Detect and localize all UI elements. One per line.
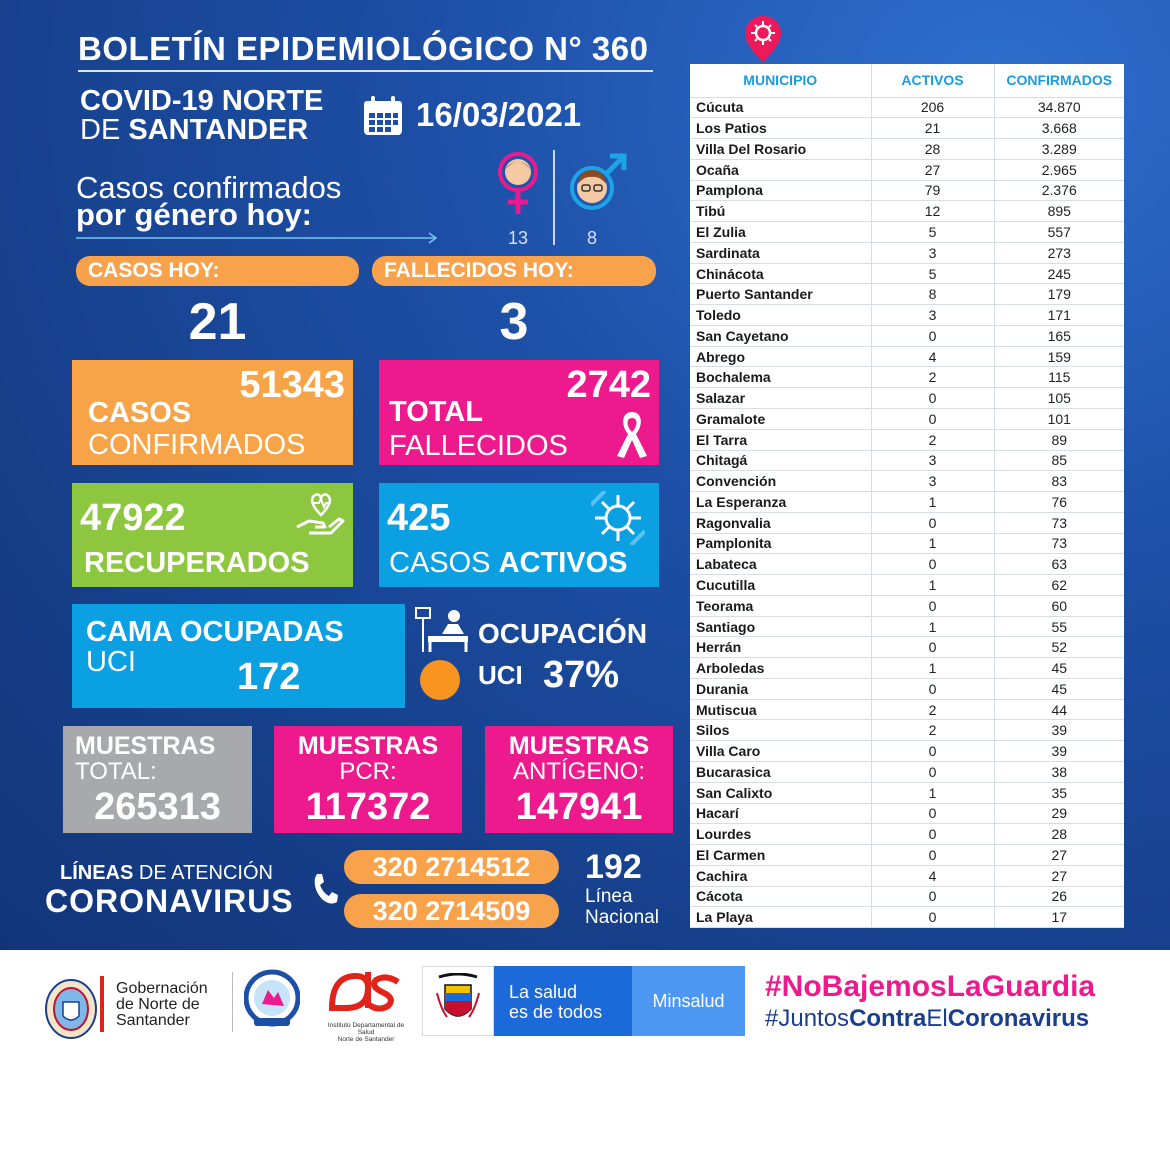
activos-cell: 0 xyxy=(871,845,994,866)
confirmados-cell: 101 xyxy=(994,408,1124,429)
confirmados-cell: 115 xyxy=(994,367,1124,388)
table-row xyxy=(690,845,1124,866)
municipio-cell: Arboledas xyxy=(690,658,871,679)
ids-mark-icon xyxy=(326,968,406,1012)
table-row xyxy=(690,97,1124,118)
activos-cell: 0 xyxy=(871,678,994,699)
hotline-label-lineas: LÍNEAS xyxy=(60,862,134,884)
confirmados-cell: 38 xyxy=(994,762,1124,783)
table-row xyxy=(690,201,1124,222)
governorate-name-3: Santander xyxy=(116,1012,190,1029)
municipio-cell: Abrego xyxy=(690,346,871,367)
activos-cell: 1 xyxy=(871,575,994,596)
activos-cell: 206 xyxy=(871,97,994,118)
confirmados-cell: 73 xyxy=(994,512,1124,533)
hashtag-juntos-d: Coronavirus xyxy=(947,1005,1090,1032)
activos-cell: 1 xyxy=(871,616,994,637)
samples-pcr-label1: MUESTRAS xyxy=(297,732,439,760)
cases-today-label: CASOS HOY: xyxy=(76,256,359,286)
municipio-cell: Cachira xyxy=(690,865,871,886)
municipio-cell: Tibú xyxy=(690,201,871,222)
table-row xyxy=(690,263,1124,284)
icu-beds-value: 172 xyxy=(237,656,301,698)
table-row xyxy=(690,118,1124,139)
confirmados-cell: 52 xyxy=(994,637,1124,658)
subtitle-de: DE xyxy=(80,114,129,146)
table-row xyxy=(690,678,1124,699)
municipio-cell: San Calixto xyxy=(690,782,871,803)
table-row xyxy=(690,367,1124,388)
confirmed-cases-label1: CASOS xyxy=(88,397,192,429)
hotline-label-atencion: DE ATENCIÓN xyxy=(133,862,273,884)
activos-cell: 0 xyxy=(871,512,994,533)
ids-name-1: Instituto Departamental de Salud xyxy=(327,1022,405,1036)
footer-divider xyxy=(232,972,233,1032)
municipio-cell: Pamplona xyxy=(690,180,871,201)
samples-antigen-card xyxy=(485,726,673,833)
samples-antigen-label1: MUESTRAS xyxy=(508,732,650,760)
table-row xyxy=(690,305,1124,326)
activos-cell: 12 xyxy=(871,201,994,222)
table-row xyxy=(690,907,1124,928)
header-municipio: MUNICIPIO xyxy=(690,64,871,97)
municipio-cell: Herrán xyxy=(690,637,871,658)
arrow-right-icon xyxy=(76,232,441,244)
confirmados-cell: 76 xyxy=(994,492,1124,513)
activos-cell: 0 xyxy=(871,554,994,575)
confirmados-cell: 44 xyxy=(994,699,1124,720)
program-seal-icon xyxy=(244,968,300,1030)
salud-line-2: es de todos xyxy=(509,1002,603,1022)
total-deaths-label2: FALLECIDOS xyxy=(389,430,568,462)
table-row xyxy=(690,637,1124,658)
icu-occupation-uci: UCI xyxy=(478,660,523,690)
municipio-cell: San Cayetano xyxy=(690,325,871,346)
municipio-cell: Labateca xyxy=(690,554,871,575)
total-deaths-label1: TOTAL xyxy=(389,396,483,428)
samples-pcr-value: 117372 xyxy=(305,786,431,828)
occupation-status-dot xyxy=(420,660,460,700)
confirmados-cell: 60 xyxy=(994,595,1124,616)
municipio-cell: El Zulia xyxy=(690,222,871,243)
confirmados-cell: 171 xyxy=(994,305,1124,326)
table-row xyxy=(690,492,1124,513)
calendar-icon xyxy=(362,95,404,137)
municipio-cell: Los Patios xyxy=(690,118,871,139)
activos-cell: 1 xyxy=(871,492,994,513)
municipio-cell: Silos xyxy=(690,720,871,741)
municipio-cell: Ocaña xyxy=(690,159,871,180)
municipio-cell: Cucutilla xyxy=(690,575,871,596)
recovered-label: RECUPERADOS xyxy=(84,547,310,579)
female-icon xyxy=(496,152,540,216)
hashtag-juntos-b: Contra xyxy=(849,1005,927,1032)
municipio-cell: Chitagá xyxy=(690,450,871,471)
table-row xyxy=(690,242,1124,263)
municipio-cell: Santiago xyxy=(690,616,871,637)
samples-total-label2: TOTAL: xyxy=(75,758,157,785)
activos-cell: 2 xyxy=(871,699,994,720)
confirmados-cell: 45 xyxy=(994,678,1124,699)
confirmed-cases-label2: CONFIRMADOS xyxy=(88,429,306,461)
icu-beds-label2: UCI xyxy=(86,646,136,678)
municipio-cell: Teorama xyxy=(690,595,871,616)
municipio-cell: El Tarra xyxy=(690,429,871,450)
male-icon xyxy=(568,152,628,212)
confirmados-cell: 165 xyxy=(994,325,1124,346)
activos-cell: 0 xyxy=(871,907,994,928)
samples-total-value: 265313 xyxy=(94,786,221,828)
table-row xyxy=(690,429,1124,450)
phone-icon xyxy=(311,872,339,906)
icu-occupation-percent: 37% xyxy=(543,654,620,696)
icu-beds-card xyxy=(72,604,405,708)
table-row xyxy=(690,720,1124,741)
confirmados-cell: 17 xyxy=(994,907,1124,928)
national-line-label1: Línea xyxy=(585,886,633,907)
activos-cell: 1 xyxy=(871,782,994,803)
activos-cell: 3 xyxy=(871,450,994,471)
national-line-label xyxy=(585,886,659,928)
awareness-ribbon-icon xyxy=(615,408,649,460)
table-row xyxy=(690,865,1124,886)
municipio-cell: Bochalema xyxy=(690,367,871,388)
table-row xyxy=(690,824,1124,845)
table-header-row xyxy=(690,64,1124,97)
activos-cell: 2 xyxy=(871,367,994,388)
active-cases-label1: CASOS xyxy=(389,547,499,579)
activos-cell: 1 xyxy=(871,533,994,554)
municipio-cell: El Carmen xyxy=(690,845,871,866)
confirmados-cell: 273 xyxy=(994,242,1124,263)
activos-cell: 0 xyxy=(871,762,994,783)
confirmados-cell: 3.289 xyxy=(994,139,1124,160)
table-row xyxy=(690,346,1124,367)
municipio-cell: Puerto Santander xyxy=(690,284,871,305)
table-row xyxy=(690,782,1124,803)
male-count: 8 xyxy=(586,228,597,248)
bulletin-date: 16/03/2021 xyxy=(416,96,582,133)
municipio-cell: La Playa xyxy=(690,907,871,928)
confirmados-cell: 2.376 xyxy=(994,180,1124,201)
table-row xyxy=(690,180,1124,201)
deaths-today-value: 3 xyxy=(499,293,529,351)
municipio-cell: Chinácota xyxy=(690,263,871,284)
activos-cell: 0 xyxy=(871,803,994,824)
municipio-cell: Salazar xyxy=(690,388,871,409)
icu-occupation-label: OCUPACIÓN xyxy=(478,618,648,649)
header-activos: ACTIVOS xyxy=(871,64,994,97)
national-line-number[interactable]: 192 xyxy=(585,848,642,886)
governorate-name-2: de Norte de xyxy=(116,996,200,1013)
confirmados-cell: 2.965 xyxy=(994,159,1124,180)
recovered-value: 47922 xyxy=(80,497,186,539)
confirmados-cell: 26 xyxy=(994,886,1124,907)
municipio-cell: Durania xyxy=(690,678,871,699)
table-row xyxy=(690,658,1124,679)
samples-antigen-label2: ANTÍGENO: xyxy=(512,758,645,785)
confirmados-cell: 35 xyxy=(994,782,1124,803)
activos-cell: 3 xyxy=(871,471,994,492)
activos-cell: 28 xyxy=(871,139,994,160)
activos-cell: 4 xyxy=(871,346,994,367)
activos-cell: 2 xyxy=(871,429,994,450)
table-row xyxy=(690,554,1124,575)
table-row xyxy=(690,762,1124,783)
activos-cell: 3 xyxy=(871,242,994,263)
confirmados-cell: 85 xyxy=(994,450,1124,471)
activos-cell: 0 xyxy=(871,408,994,429)
female-count: 13 xyxy=(507,228,529,248)
subtitle-line1: COVID-19 NORTE xyxy=(80,85,324,117)
confirmados-cell: 179 xyxy=(994,284,1124,305)
activos-cell: 2 xyxy=(871,720,994,741)
table-row xyxy=(690,575,1124,596)
activos-cell: 0 xyxy=(871,886,994,907)
governorate-name xyxy=(116,981,208,1029)
salud-de-todos-banner xyxy=(494,966,632,1036)
confirmados-cell: 63 xyxy=(994,554,1124,575)
table-row xyxy=(690,533,1124,554)
confirmados-cell: 245 xyxy=(994,263,1124,284)
table-row xyxy=(690,616,1124,637)
activos-cell: 0 xyxy=(871,824,994,845)
colombia-shield xyxy=(422,966,494,1036)
municipio-cell: Villa Del Rosario xyxy=(690,139,871,160)
recovered-card xyxy=(72,483,353,587)
hotline-phone-2[interactable]: 320 2714509 xyxy=(344,894,559,928)
samples-total-label1: MUESTRAS xyxy=(75,732,216,760)
activos-cell: 5 xyxy=(871,222,994,243)
activos-cell: 1 xyxy=(871,658,994,679)
table-row xyxy=(690,450,1124,471)
ids-name-2: Norte de Santander xyxy=(337,1036,395,1043)
virus-icon xyxy=(591,491,645,545)
municipio-cell: Convención xyxy=(690,471,871,492)
samples-pcr-label2: PCR: xyxy=(339,758,397,785)
hashtag-no-bajemos: #NoBajemosLaGuardia xyxy=(765,970,1096,1003)
table-row xyxy=(690,595,1124,616)
hashtag-juntos xyxy=(765,1005,1089,1033)
municipio-cell: Toledo xyxy=(690,305,871,326)
municipio-cell: Cácota xyxy=(690,886,871,907)
governorate-name-1: Gobernación xyxy=(116,980,208,997)
samples-pcr-card xyxy=(274,726,462,833)
total-deaths-card xyxy=(379,360,659,465)
hotline-phone-1[interactable]: 320 2714512 xyxy=(344,850,559,884)
active-cases-label xyxy=(389,547,628,580)
governorate-flag-bar xyxy=(100,976,104,1032)
confirmados-cell: 159 xyxy=(994,346,1124,367)
table-row xyxy=(690,159,1124,180)
municipio-cell: La Esperanza xyxy=(690,492,871,513)
activos-cell: 79 xyxy=(871,180,994,201)
municipio-cell: Bucarasica xyxy=(690,762,871,783)
national-line-label2: Nacional xyxy=(585,907,659,928)
hashtag-juntos-a: #Juntos xyxy=(765,1005,850,1032)
table-row xyxy=(690,886,1124,907)
confirmados-cell: 557 xyxy=(994,222,1124,243)
table-row xyxy=(690,803,1124,824)
heart-hand-icon xyxy=(295,489,347,541)
table-row xyxy=(690,699,1124,720)
municipio-cell: Mutiscua xyxy=(690,699,871,720)
icu-beds-label1: CAMA OCUPADAS xyxy=(86,616,344,648)
active-cases-card xyxy=(379,483,659,587)
hotline-label xyxy=(60,862,273,885)
confirmados-cell: 39 xyxy=(994,720,1124,741)
hotline-coronavirus: CORONAVIRUS xyxy=(45,883,294,919)
table-row xyxy=(690,325,1124,346)
confirmed-cases-card xyxy=(72,360,353,465)
activos-cell: 8 xyxy=(871,284,994,305)
confirmed-cases-value: 51343 xyxy=(239,364,345,406)
activos-cell: 0 xyxy=(871,595,994,616)
confirmados-cell: 62 xyxy=(994,575,1124,596)
gender-label-line1: Casos confirmados xyxy=(76,170,342,205)
subtitle-santander: SANTANDER xyxy=(128,114,309,146)
municipio-cell: Gramalote xyxy=(690,408,871,429)
active-cases-label2: ACTIVOS xyxy=(498,547,628,579)
municipio-cell: Lourdes xyxy=(690,824,871,845)
activos-cell: 4 xyxy=(871,865,994,886)
samples-antigen-value: 147941 xyxy=(515,786,643,828)
activos-cell: 0 xyxy=(871,637,994,658)
activos-cell: 3 xyxy=(871,305,994,326)
subtitle-line2 xyxy=(80,115,308,145)
confirmados-cell: 83 xyxy=(994,471,1124,492)
municipio-cell: Cúcuta xyxy=(690,97,871,118)
table-row xyxy=(690,222,1124,243)
salud-line-1: La salud xyxy=(509,982,578,1002)
cases-today-value: 21 xyxy=(188,293,247,351)
table-row xyxy=(690,512,1124,533)
confirmados-cell: 28 xyxy=(994,824,1124,845)
title-underline xyxy=(78,70,653,72)
bulletin-title: BOLETÍN EPIDEMIOLÓGICO N° 360 xyxy=(78,30,649,67)
table-row xyxy=(690,388,1124,409)
confirmados-cell: 3.668 xyxy=(994,118,1124,139)
municipio-cell: Sardinata xyxy=(690,242,871,263)
header-confirmados: CONFIRMADOS xyxy=(994,64,1124,97)
ids-logo xyxy=(322,968,410,1043)
gender-divider xyxy=(553,150,555,245)
table-row xyxy=(690,471,1124,492)
minsalud-banner: Minsalud xyxy=(632,966,745,1036)
confirmados-cell: 45 xyxy=(994,658,1124,679)
confirmados-cell: 55 xyxy=(994,616,1124,637)
activos-cell: 0 xyxy=(871,325,994,346)
confirmados-cell: 39 xyxy=(994,741,1124,762)
municipio-cell: Villa Caro xyxy=(690,741,871,762)
confirmados-cell: 73 xyxy=(994,533,1124,554)
activos-cell: 5 xyxy=(871,263,994,284)
activos-cell: 0 xyxy=(871,388,994,409)
table-row xyxy=(690,741,1124,762)
colombia-coat-of-arms-icon xyxy=(435,973,481,1029)
location-pin-icon xyxy=(743,14,783,64)
confirmados-cell: 27 xyxy=(994,845,1124,866)
table-row xyxy=(690,284,1124,305)
table-row xyxy=(690,408,1124,429)
samples-total-card xyxy=(63,726,252,833)
confirmados-cell: 29 xyxy=(994,803,1124,824)
active-cases-value: 425 xyxy=(387,497,451,539)
municipality-table xyxy=(690,64,1124,928)
activos-cell: 21 xyxy=(871,118,994,139)
table-row xyxy=(690,139,1124,160)
gender-label-line2: por género hoy: xyxy=(76,197,312,232)
hospital-bed-icon xyxy=(414,606,474,656)
activos-cell: 0 xyxy=(871,741,994,762)
governorate-seal-icon xyxy=(44,978,98,1040)
confirmados-cell: 895 xyxy=(994,201,1124,222)
confirmados-cell: 105 xyxy=(994,388,1124,409)
confirmados-cell: 89 xyxy=(994,429,1124,450)
activos-cell: 27 xyxy=(871,159,994,180)
hashtag-juntos-c: El xyxy=(926,1005,948,1032)
total-deaths-value: 2742 xyxy=(566,364,651,406)
confirmados-cell: 27 xyxy=(994,865,1124,886)
confirmados-cell: 34.870 xyxy=(994,97,1124,118)
municipio-cell: Hacarí xyxy=(690,803,871,824)
municipio-cell: Ragonvalia xyxy=(690,512,871,533)
deaths-today-label: FALLECIDOS HOY: xyxy=(372,256,656,286)
municipio-cell: Pamplonita xyxy=(690,533,871,554)
